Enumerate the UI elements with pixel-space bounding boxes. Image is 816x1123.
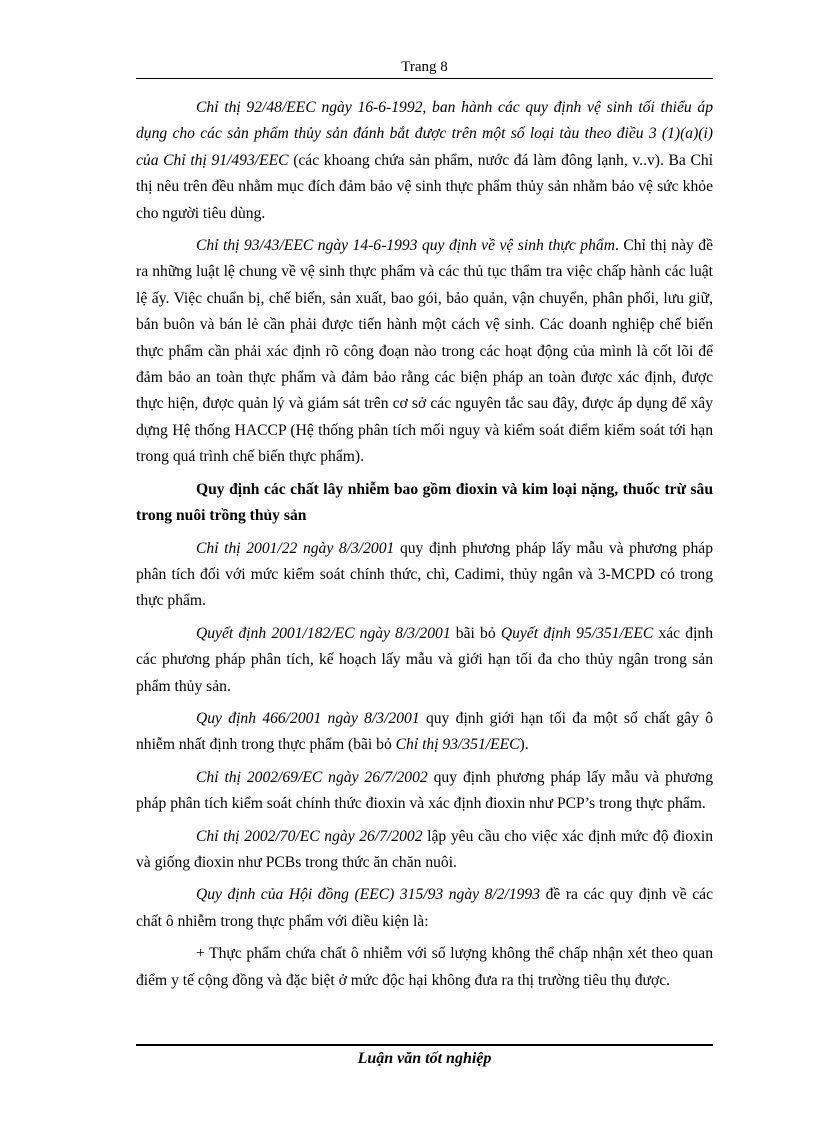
paragraph-directive-93-43 (136, 233, 713, 471)
paragraph-regulation-466-2001 (136, 706, 713, 759)
citation-decision-95-351: Quyết định 95/351/EEC (500, 624, 654, 642)
citation-directive-93-351: Chỉ thị 93/351/EEC (395, 736, 520, 754)
section-heading: Quy định các chất lây nhiễm bao gồm đioxin và kim loại nặng, thuốc trừ sâu trong nuôi trồng thủy sản (136, 480, 713, 525)
header-divider (136, 78, 713, 79)
citation-directive-2002-70: Chỉ thị 2002/70/EC ngày 26/7/2002 (196, 827, 423, 845)
citation-directive-92-48: Chỉ thị 92/48/EEC ngày 16-6-1992, ban hành các quy định vệ sinh tối thiểu áp dụng cho các sản phẩm thủy sản đánh bắt được trên một số loại tàu theo điều 3 (1)(a)(i) của Chỉ thị 91/493/EEC (136, 99, 713, 169)
paragraph-text: quy định giới hạn tối đa một số chất gây ô nhiễm nhất định trong thực phẩm (bãi bỏ (136, 709, 713, 754)
citation-directive-93-43: Chỉ thị 93/43/EEC ngày 14-6-1993 quy định về vệ sinh thực phẩm (196, 237, 615, 255)
citation-regulation-315-93: Quy định của Hội đồng (EEC) 315/93 ngày 8/2/1993 (196, 886, 541, 904)
paragraph-text: (các khoang chứa sản phẩm, nước đá làm đông lạnh, v..v). Ba Chỉ thị nêu trên đều nhằm mục đích đảm bảo vệ sinh thực phẩm thủy sản nhằm bảo vệ sức khỏe cho người tiêu dùng. (136, 151, 713, 222)
paragraph-directive-92-48 (136, 95, 713, 227)
paragraph-text: bãi bỏ (450, 624, 501, 642)
page-header: Trang 8 (401, 59, 448, 75)
paragraph-decision-2001-182 (136, 621, 713, 700)
page-footer: Luận văn tốt nghiệp (357, 1050, 492, 1067)
document-body (136, 95, 713, 1000)
citation-directive-2002-69: Chỉ thị 2002/69/EC ngày 26/7/2002 (196, 768, 428, 786)
citation-regulation-466-2001: Quy định 466/2001 ngày 8/3/2001 (196, 709, 420, 727)
paragraph-directive-2002-70 (136, 824, 713, 877)
paragraph-text: đề ra các quy định về các chất ô nhiễm trong thực phẩm với điều kiện là: (136, 886, 713, 930)
paragraph-condition-item: + Thực phẩm chứa chất ô nhiễm với số lượng không thể chấp nhận xét theo quan điểm y tế cộng đồng và đặc biệt ở mức độc hại không đưa ra thị trường tiêu thụ được. (136, 945, 713, 989)
paragraph-directive-2001-22 (136, 536, 713, 615)
paragraph-text: quy định phương pháp lấy mẫu và phương pháp phân tích đối với mức kiểm soát chính thức, chì, Cadimi, thủy ngân và 3-MCPD có trong thực phẩm. (136, 539, 713, 610)
citation-directive-2001-22: Chỉ thị 2001/22 ngày 8/3/2001 (196, 539, 395, 557)
paragraph-text: ). (519, 736, 529, 754)
paragraph-text: quy định phương pháp lấy mẫu và phương pháp phân tích kiểm soát chính thức đioxin và xác định đioxin như PCP’s trong thực phẩm. (136, 768, 714, 813)
paragraph-text: lập yêu cầu cho việc xác định mức độ đioxin và giống đioxin như PCBs trong thức ăn chăn nuôi. (136, 827, 713, 871)
paragraph-regulation-315-93 (136, 882, 713, 935)
paragraph-text: . Chỉ thị này đề ra những luật lệ chung về vệ sinh thực phẩm và các thủ tục thẩm tra việc chấp hành các luật lệ ấy. Việc chuẩn bị, chế biến, sản xuất, bao gói, bảo quản, vận chuyển, phân phối, lưu giữ, bán buôn và bán lẻ cần phải được tiến hành một cách vệ sinh. Các doanh nghiệp chế biến thực phẩm cần phải xác định rõ công đoạn nào trong các hoạt động của mình là cốt lõi để đảm bảo an toàn thực phẩm và đảm bảo rằng các biện pháp an toàn được xác định, được thực hiện, được quản lý và giám sát trên cơ sở các nguyên tắc sau đây, được áp dụng để xây dựng Hệ thống HACCP (Hệ thống phân tích mối nguy và kiểm soát điểm kiểm soát tới hạn trong quá trình chế biến thực phẩm). (136, 237, 713, 466)
paragraph-text: xác định các phương pháp phân tích, kế hoạch lấy mẫu và giới hạn tối đa cho thủy ngân trong sản phẩm thủy sản. (136, 624, 713, 695)
paragraph-directive-2002-69 (136, 765, 713, 818)
footer-divider (136, 1044, 713, 1046)
citation-decision-2001-182: Quyết định 2001/182/EC ngày 8/3/2001 (196, 624, 451, 642)
